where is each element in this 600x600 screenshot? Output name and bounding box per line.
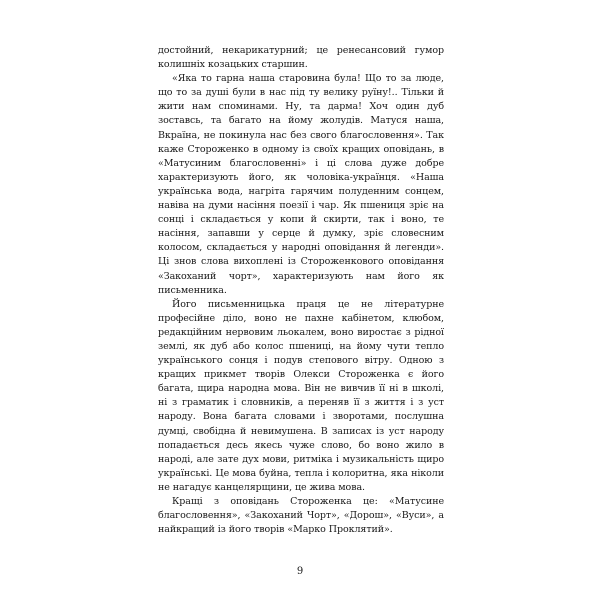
body-text (158, 44, 444, 537)
paragraph-quote: «Яка то гарна наша старовина була! Що то за люде, що то за душі були в нас під ту велику руїну!.. Тільки й жити нам споминами. Ну, та дарма! Хоч один дуб зоставсь, та багато на йому жолудів. Матуся наша, Вкраїна, не покинула нас без свого благословення». Так каже Стороженко в одному із своїх кращих оповідань, в «Матусиним благословенні» і ці слова дуже добре характеризують його, як чоловіка-українця. «Наша українська вода, нагріта гарячим полуденним сонцем, навіва на думи насіння поезії і чар. Як пшениця зріє на сонці і складається у копи й скирти, так і воно, те насіння, запавши у серце й думку, зріє словесним колосом, складається у народні оповідання й легенди». Ці знов слова вихоплені із Стороженкового оповідання «Закоханий чорт», характеризують нам його як письменника. (158, 73, 444, 296)
page-number: 9 (296, 566, 304, 577)
paragraph-language: Його письменницька праця це не літературне професійне діло, воно не пахне кабінетом, клюбом, редакційним нервовим льокалем, воно виростає з рідної землі, як дуб або колос пшениці, на йому чути тепло українського сонця і подув степового вітру. Одною з кращих прикмет творів Олекси Стороженка є його багата, щира народна мова. Він не вивчив її ні в школі, ні з граматик і словників, а переняв її з життя і з уст народу. Вона багата словами і зворотами, послушна думці, свобідна й невимушена. В записах із уст народу попадається десь якесь чуже слово, бо воно жило в народі, але зате дух мови, ритміка і музикальність щиро українські. Це мова буйна, тепла і колоритна, яка ніколи не нагадує канцелярщини, це жива мова. (158, 298, 444, 493)
paragraph-continuation: достойний, некарикатурний; це ренесансовий гумор колишніх козацьких старшин. (158, 45, 444, 71)
paragraph-best-works: Кращі з оповідань Стороженка це: «Матусине благословення», «Закоханий Чорт», «Дорош», «Вуси», а найкращий із його творів «Марко Проклятий». (158, 496, 444, 536)
